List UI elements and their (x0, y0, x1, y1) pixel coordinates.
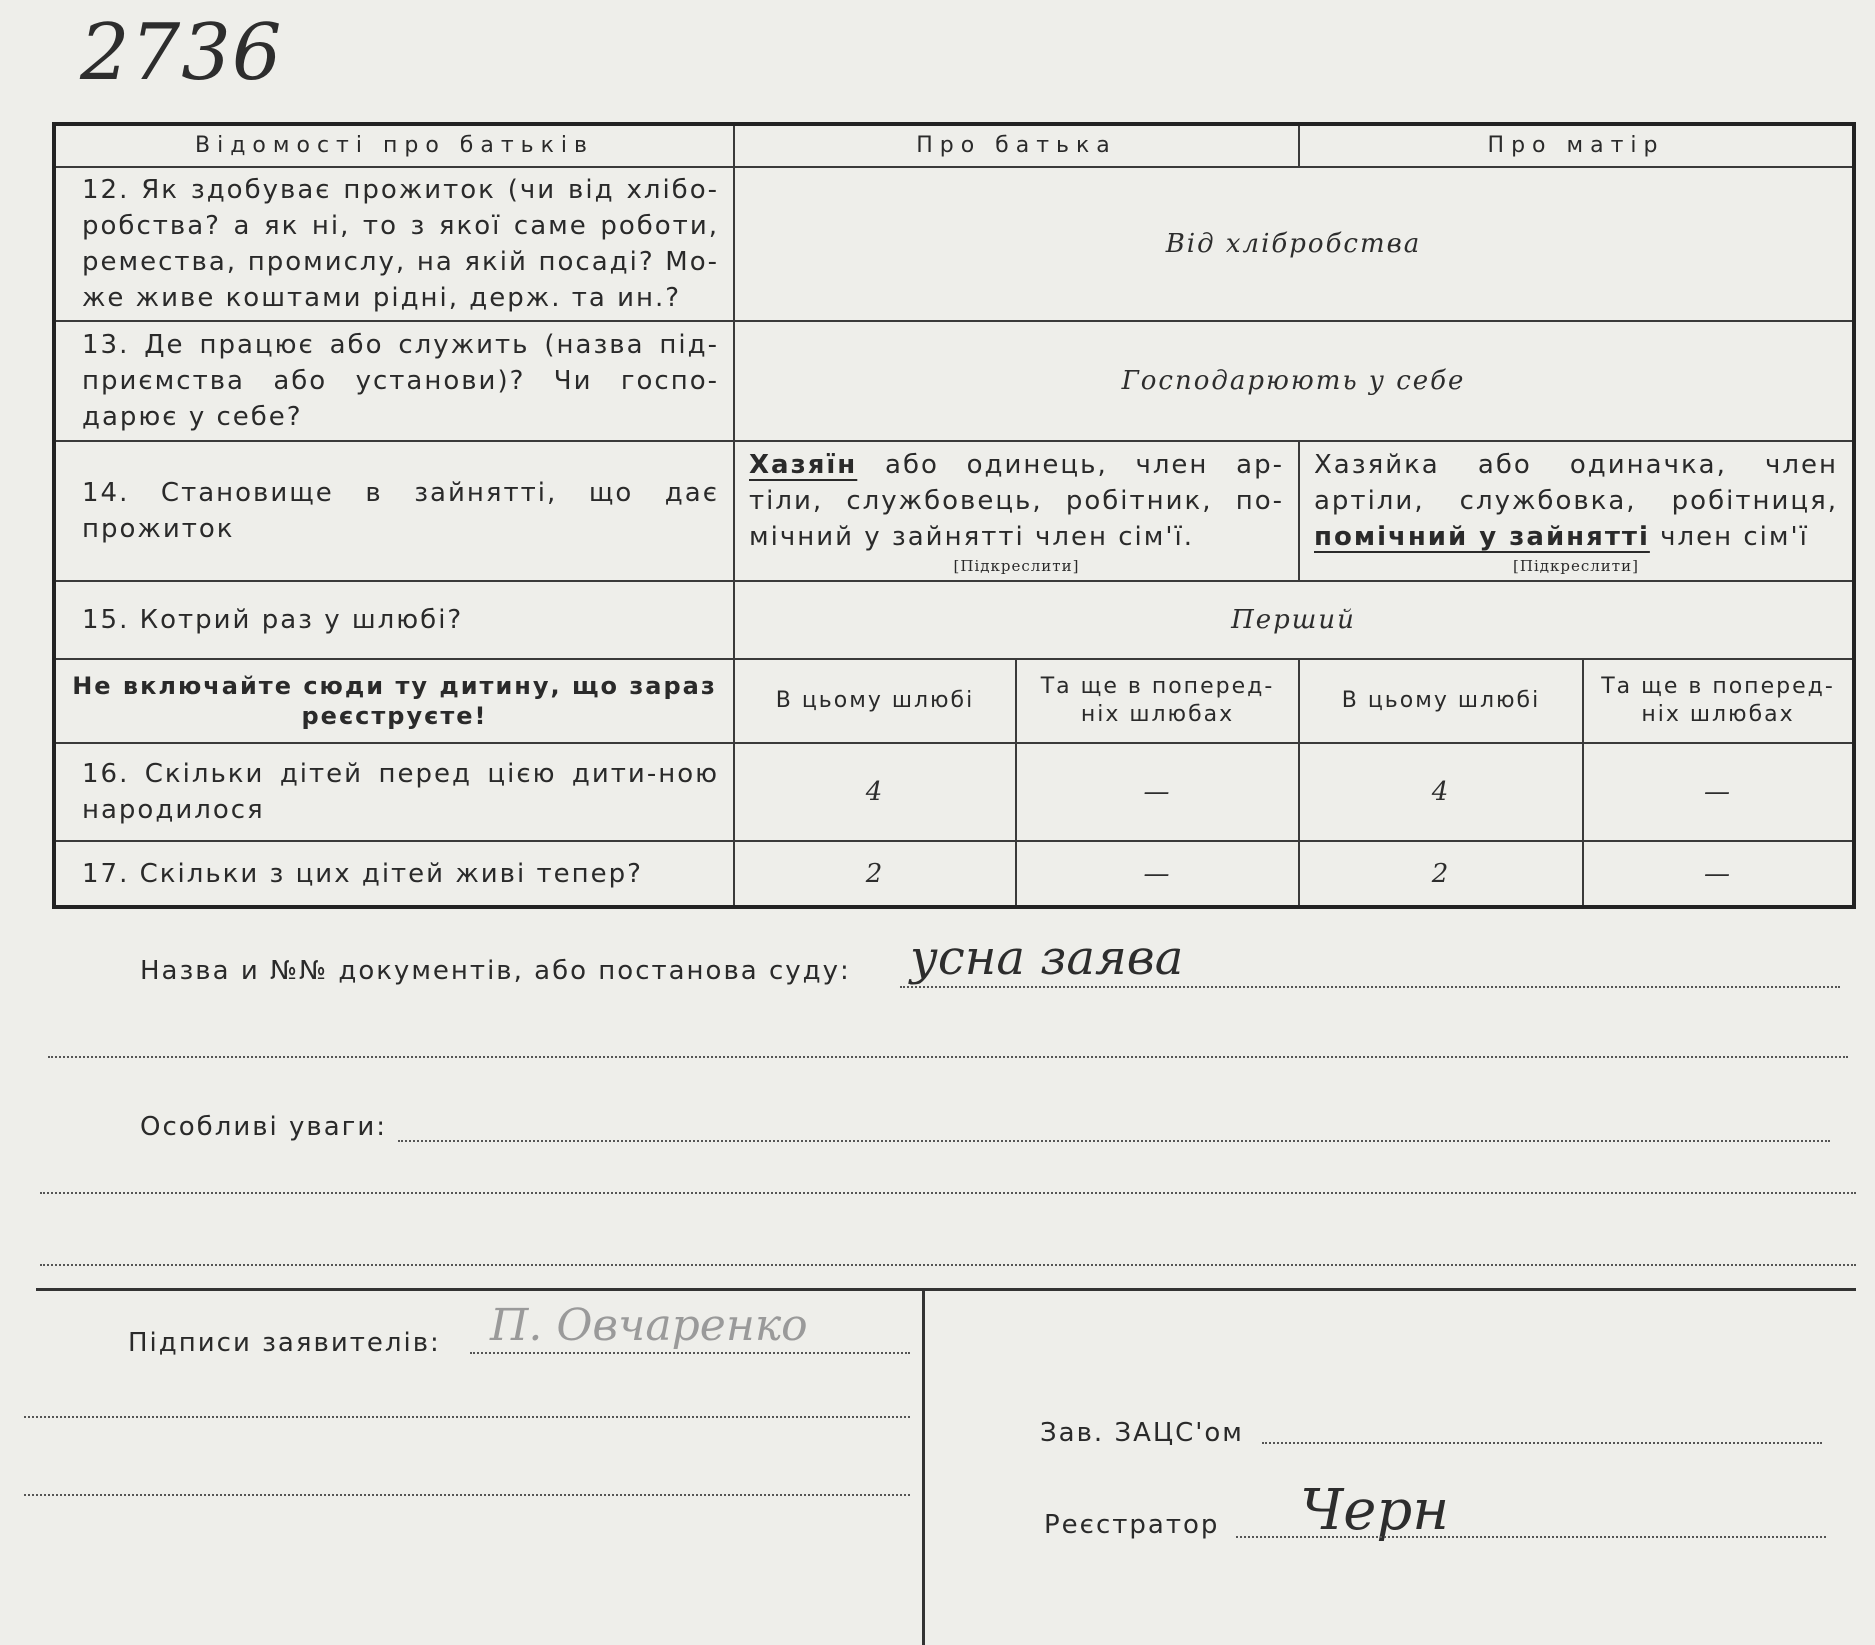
signature-section-divider (36, 1288, 1856, 1291)
row-q16 (54, 743, 1854, 841)
applicants-signatures-label: Підписи заявителів: (128, 1328, 441, 1358)
registrar-signature: Черн (1300, 1478, 1450, 1543)
q14-father-selected: Хазяїн (749, 450, 858, 480)
remarks-line-3 (40, 1264, 1856, 1266)
parents-info-table (52, 122, 1856, 909)
table-header-row (54, 124, 1854, 167)
remarks-label: Особливі уваги: (140, 1112, 387, 1142)
header-mother: Про матір (1299, 124, 1854, 167)
q14-mother-options-text-end: член сім'ї (1649, 522, 1809, 552)
q13-label: 13. Де працює або служить (назва під-приємства або установи)? Чи госпо-дарює у себе? (54, 321, 734, 441)
archive-page-number: 2736 (80, 8, 283, 98)
q14-mother-options (1299, 441, 1854, 581)
header-father: Про батька (734, 124, 1299, 167)
documents-line (900, 986, 1840, 988)
q13-answer: Господарюють у себе (734, 321, 1854, 441)
row-q12 (54, 167, 1854, 321)
q16-mother-prev: — (1583, 743, 1854, 841)
registry-head-line (1262, 1442, 1822, 1444)
q16-father-prev: — (1016, 743, 1299, 841)
documents-label: Назва и №№ документів, або постанова суду: (140, 956, 851, 986)
father-this-marriage-header: В цьому шлюбі (734, 659, 1016, 743)
header-parents-info: Відомості про батьків (54, 124, 734, 167)
row-children-subheader (54, 659, 1854, 743)
row-q17 (54, 841, 1854, 907)
q12-answer: Від хлібробства (734, 167, 1854, 321)
q14-father-options-text: або одинець, член ар-тіли, службовець, робітник, по-мічний у зайнятті член сім'ї. (749, 450, 1284, 552)
q17-mother-this: 2 (1299, 841, 1583, 907)
documents-value: усна заява (910, 930, 1184, 986)
q14-mother-hint: [Підкреслити] (1513, 557, 1639, 575)
applicants-signature: П. Овчаренко (490, 1300, 808, 1351)
mother-previous-marriages-header: Та ще в поперед-ніх шлюбах (1583, 659, 1854, 743)
children-note: Не включайте сюди ту дитину, що зараз реєструєте! (54, 659, 734, 743)
q14-father-hint: [Підкреслити] (953, 557, 1080, 575)
documents-line-2 (48, 1056, 1848, 1058)
q14-mother-options-text-start: Хазяйка або одиначка, член артіли, службовка, робітниця, (1314, 450, 1838, 516)
q16-label: 16. Скільки дітей перед цією дити-ною народилося (54, 743, 734, 841)
applicants-signature-line-1 (470, 1352, 910, 1354)
q12-label: 12. Як здобуває прожиток (чи від хлібо-робства? а як ні, то з якої саме роботи, ремества, промислу, на якій посаді? Мо-же живе коштами рідні, держ. та ин.? (54, 167, 734, 321)
q16-father-this: 4 (734, 743, 1016, 841)
row-q15 (54, 581, 1854, 659)
q15-label: 15. Котрий раз у шлюбі? (54, 581, 734, 659)
q14-label: 14. Становище в зайнятті, що дає прожиток (54, 441, 734, 581)
q16-mother-this: 4 (1299, 743, 1583, 841)
row-q14 (54, 441, 1854, 581)
q14-mother-selected: помічний у зайнятті (1314, 522, 1650, 552)
q15-answer: Перший (734, 581, 1854, 659)
q17-father-this: 2 (734, 841, 1016, 907)
registrar-line (1236, 1536, 1826, 1538)
applicants-signature-line-2 (24, 1416, 910, 1418)
applicants-signature-line-3 (24, 1494, 910, 1496)
row-q13 (54, 321, 1854, 441)
remarks-line-2 (40, 1192, 1856, 1194)
father-previous-marriages-header: Та ще в поперед-ніх шлюбах (1016, 659, 1299, 743)
q17-mother-prev: — (1583, 841, 1854, 907)
mother-this-marriage-header: В цьому шлюбі (1299, 659, 1583, 743)
q14-father-options (734, 441, 1299, 581)
registry-head-label: Зав. ЗАЦС'ом (1040, 1418, 1244, 1448)
remarks-line-1 (398, 1140, 1830, 1142)
q17-label: 17. Скільки з цих дітей живі тепер? (54, 841, 734, 907)
registrar-label: Реєстратор (1044, 1510, 1220, 1540)
signature-column-divider (922, 1290, 925, 1645)
q17-father-prev: — (1016, 841, 1299, 907)
